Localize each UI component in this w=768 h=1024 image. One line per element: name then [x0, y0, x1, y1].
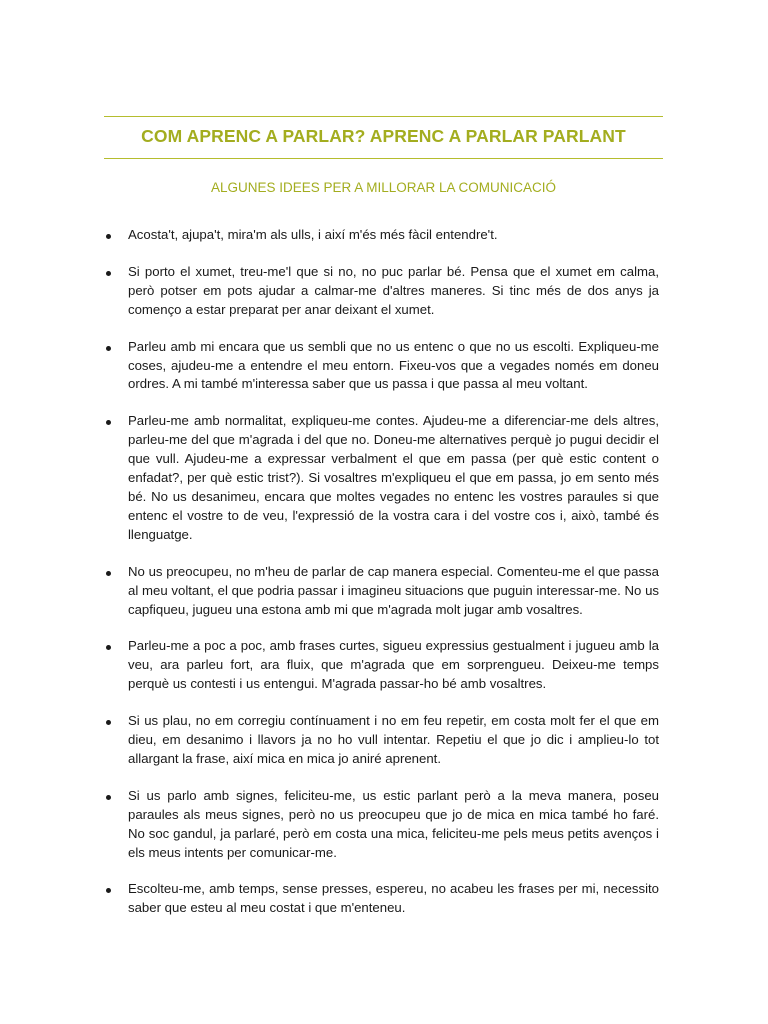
list-item-text: Parleu-me amb normalitat, expliqueu-me contes. Ajudeu-me a diferenciar-me dels altres, parleu-me del que m'agrada i del que no. Doneu-me alternatives perquè jo pugui decidir el que vull. Ajudeu-me a expressar verbalment el que em passa (per què estic content o enfadat?, per què estic trist?). Si vosaltres m'expliqueu el que em passa, jo em sento més bé. No us desanimeu, encara que moltes vegades no entenc les vostres paraules si que entenc el vostre to de veu, l'expressió de la vostra cara i del vostre cos i, això, també és llenguatge. — [128, 413, 659, 542]
bullet-icon — [106, 420, 111, 425]
list-item-text: No us preocupeu, no m'heu de parlar de cap manera especial. Comenteu-me el que passa al meu voltant, el que podria passar i imagineu situacions que puguin interessar-me. No us capfiqueu, jugueu una estona amb mi que m'agrada molt jugar amb vosaltres. — [128, 563, 659, 617]
bullet-icon — [106, 720, 111, 725]
list-item — [104, 338, 659, 395]
list-item — [104, 787, 659, 863]
list-item — [104, 712, 659, 769]
document-subtitle: ALGUNES IDEES PER A MILLORAR LA COMUNICACIÓ — [210, 180, 557, 195]
bullet-icon — [106, 271, 111, 276]
tips-list — [104, 226, 659, 936]
bullet-icon — [106, 645, 111, 650]
list-item — [104, 563, 659, 620]
list-item-text: Si us parlo amb signes, feliciteu-me, us estic parlant però a la meva manera, poseu paraules als meus signes, però no us preocupeu que jo de mica en mica també ho faré. No soc gandul, ja parlaré, però em costa una mica, feliciteu-me pels meus petits avenços i els meus intents per comunicar-me. — [128, 787, 659, 860]
title-bottom-rule — [104, 158, 663, 159]
bullet-icon — [106, 346, 111, 351]
list-item — [104, 412, 659, 544]
list-item — [104, 263, 659, 320]
list-item-text: Si porto el xumet, treu-me'l que si no, no puc parlar bé. Pensa que el xumet em calma, però potser em pots ajudar a calmar-me d'altres maneres. Si tinc més de dos anys ja començo a estar preparat per anar deixant el xumet. — [128, 263, 659, 317]
list-item — [104, 637, 659, 694]
bullet-icon — [106, 234, 111, 239]
title-top-rule — [104, 116, 663, 117]
list-item — [104, 226, 659, 245]
list-item-text: Escolteu-me, amb temps, sense presses, espereu, no acabeu les frases per mi, necessito saber que esteu al meu costat i que m'enteneu. — [128, 881, 659, 916]
list-item-text: Parleu-me a poc a poc, amb frases curtes, sigueu expressius gestualment i jugueu amb la veu, ara parleu fort, ara fluix, que m'agrada que em sorprengueu. Deixeu-me temps perquè us contesti i us entengui. M'agrada passar-ho bé amb vosaltres. — [128, 638, 659, 692]
bullet-icon — [106, 795, 111, 800]
list-item-text: Si us plau, no em corregiu contínuament i no em feu repetir, em costa molt fer el que em dieu, em desanimo i llavors ja no ho vull intentar. Repetiu el que jo dic i amplieu-lo tot allargant la frase, així mica en mica jo aniré aprenent. — [128, 713, 659, 766]
list-item — [104, 880, 659, 918]
bullet-icon — [106, 571, 111, 576]
list-item-text: Acosta't, ajupa't, mira'm als ulls, i així m'és més fàcil entendre't. — [128, 227, 498, 242]
list-item-text: Parleu amb mi encara que us sembli que no us entenc o que no us escolti. Expliqueu-me coses, ajudeu-me a entendre el meu entorn. Fixeu-vos que a vegades només em doneu ordres. A mi també m'interessa saber que us passa i que passa al meu voltant. — [128, 338, 659, 392]
bullet-icon — [106, 888, 111, 893]
document-title: COM APRENC A PARLAR? APRENC A PARLAR PARLANT — [141, 126, 626, 146]
